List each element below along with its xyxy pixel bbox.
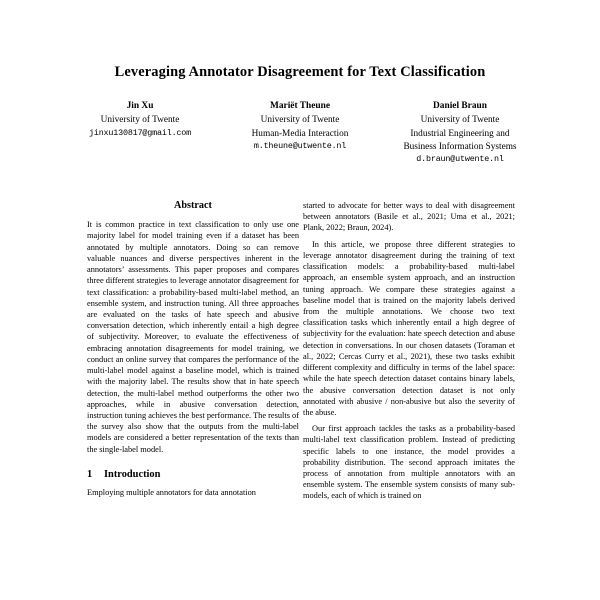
column-left: [87, 200, 299, 600]
section-heading-introduction: [87, 469, 299, 481]
section-number: 1: [87, 468, 93, 480]
author-entry-1: [60, 100, 220, 139]
author-entry-3: [380, 100, 540, 166]
author-name: Daniel Braun: [433, 101, 487, 111]
author-name: Mariët Theune: [270, 101, 330, 111]
section-title: Introduction: [104, 468, 161, 480]
introduction-paragraph-1: Employing multiple annotators for data annotation: [87, 488, 256, 498]
author-name: Jin Xu: [126, 101, 154, 111]
right-paragraph-2: Our first approach tackles the tasks as a probability-based multi-label text classification problem. Instead of predicting specific labels to one instance, the model provides a probability distribution. The second approach imitates the process of annotation from multiple annotators with an ensemble system. The ensemble system consists of many sub-models, each of which is trained on: [303, 424, 515, 501]
continued-paragraph: started to advocate for better ways to deal with disagreement between annotators (Basile et al., 2021; Uma et al., 2021; Plank, 2022; Braun, 2024).: [303, 201, 515, 233]
page-title: Leveraging Annotator Disagreement for Text Classification: [114, 64, 486, 80]
author-department-line-1: Industrial Engineering and: [410, 128, 510, 139]
author-email[interactable]: m.theune@utwente.nl: [253, 140, 347, 151]
author-affiliation: University of Twente: [260, 115, 340, 126]
author-email[interactable]: d.braun@utwente.nl: [416, 153, 504, 164]
author-entry-2: [220, 100, 380, 153]
author-department-line-2: Business Information Systems: [403, 141, 517, 152]
abstract-heading: Abstract: [174, 200, 212, 211]
author-email[interactable]: jinxu130817@gmail.com: [88, 127, 191, 138]
author-department: Human-Media Interaction: [251, 128, 349, 139]
right-paragraph-1: In this article, we propose three different strategies to leverage annotator disagreement during the training of text classification models: a probability-based multi-label approach, an ensemble system approach, and an instruction tuning approach. We compare these strategies against a baseline model that is trained on the majority labels derived from the multiple annotations. We choose two text classification tasks which inherently entail a high degree of subjectivity for the evaluation: hate speech detection and abuse detection in conversations. In our chosen datasets (Toraman et al., 2022; Cercas Curry et al., 2021), these two tasks exhibit different complexity and difficulty in terms of the label space: while the hate speech detection dataset contains binary labels, the abusive conversation detection dataset is not only annotated with abusive / non-abusive but also the severity of the abuse.: [303, 239, 515, 417]
author-block: [60, 100, 540, 166]
column-right: [303, 200, 515, 600]
abstract-text: It is common practice in text classification to only use one majority label for model training even if a dataset has been annotated by multiple annotators. Doing so can remove valuable nuances and diverse perspectives inherent in the annotators’ assessments. This paper proposes and compares three different strategies to leverage annotator disagreement for text classification: a probability-based multi-label method, an ensemble system, and instruction tuning. All three approaches are evaluated on the tasks of hate speech and abusive conversation detection, which inherently entail a high degree of subjectivity. Moreover, to evaluate the effectiveness of embracing annotation disagreements for model training, we conduct an online survey that compares the performance of the multi-label model against a baseline model, which is trained with the majority label. The results show that in hate speech detection, the multi-label method outperforms the other two approaches, while in abusive conversation detection, instruction tuning achieves the best performance. The results of the survey also show that the outputs from the multi-label models are considered a better representation of the texts than the single-label model.: [87, 220, 299, 454]
author-affiliation: University of Twente: [100, 115, 180, 126]
author-affiliation: University of Twente: [420, 115, 500, 126]
body-columns: [0, 200, 600, 600]
